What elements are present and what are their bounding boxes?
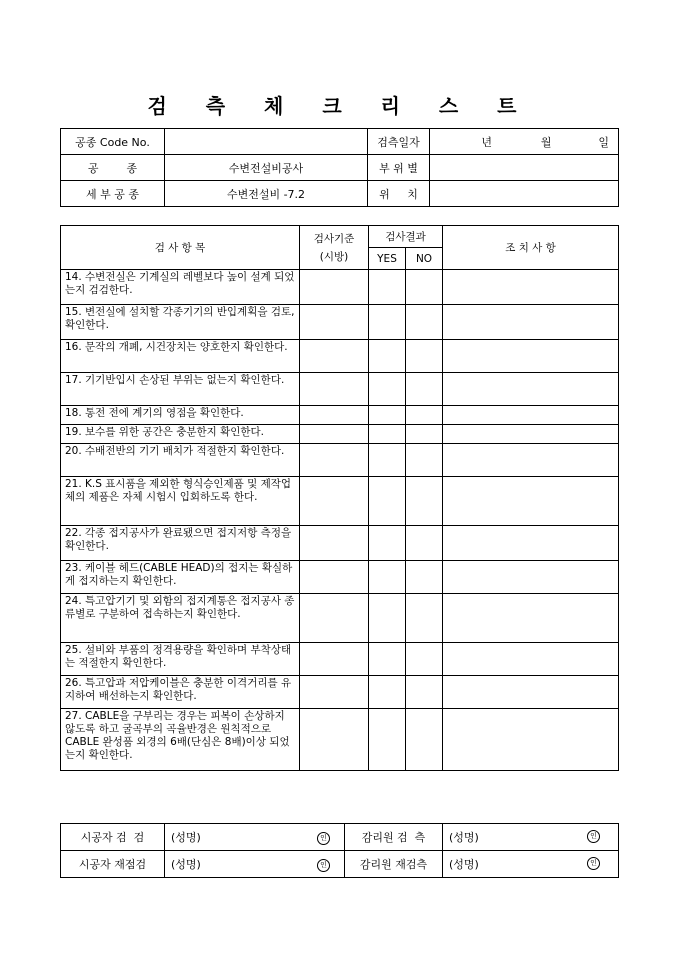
inspection-item: 15. 변전실에 설치할 각종기기의 반입계획을 검토, 확인한다. bbox=[61, 305, 300, 340]
seal-icon: 인 bbox=[317, 859, 330, 872]
standard-cell[interactable] bbox=[300, 425, 369, 444]
col-standard-line1: 검사기준 bbox=[313, 232, 355, 245]
standard-cell[interactable] bbox=[300, 561, 369, 594]
no-cell[interactable] bbox=[406, 709, 443, 771]
standard-cell[interactable] bbox=[300, 526, 369, 561]
action-cell[interactable] bbox=[443, 444, 619, 477]
col-yes: YES bbox=[369, 248, 406, 270]
table-row bbox=[61, 594, 619, 643]
no-cell[interactable] bbox=[406, 594, 443, 643]
no-cell[interactable] bbox=[406, 340, 443, 373]
yes-cell[interactable] bbox=[369, 340, 406, 373]
no-cell[interactable] bbox=[406, 373, 443, 406]
table-row bbox=[61, 425, 619, 444]
seal-icon: 인 bbox=[587, 830, 600, 843]
contractor-check-label: 시공자 검 검 bbox=[61, 824, 165, 851]
standard-cell[interactable] bbox=[300, 340, 369, 373]
table-row bbox=[61, 305, 619, 340]
action-cell[interactable] bbox=[443, 406, 619, 425]
date-month: 월 bbox=[540, 135, 552, 149]
table-row bbox=[61, 709, 619, 771]
inspection-item: 27. CABLE을 구부리는 경우는 피복이 손상하지 않도록 하고 굴곡부의 곡율반경은 원칙적으로 CABLE 완성품 외경의 6배(단심은 8배)이상 되었는지 확인한다. bbox=[61, 709, 300, 771]
no-cell[interactable] bbox=[406, 526, 443, 561]
standard-cell[interactable] bbox=[300, 477, 369, 526]
col-standard bbox=[300, 226, 369, 270]
col-no: NO bbox=[406, 248, 443, 270]
supervisor-recheck-label: 감리원 재검측 bbox=[345, 851, 443, 878]
table-row bbox=[61, 526, 619, 561]
supervisor-recheck-name-cell[interactable] bbox=[443, 851, 619, 878]
date-value[interactable] bbox=[430, 129, 619, 155]
table-row bbox=[61, 561, 619, 594]
action-cell[interactable] bbox=[443, 561, 619, 594]
standard-cell[interactable] bbox=[300, 444, 369, 477]
inspection-item: 18. 통전 전에 계기의 영점을 확인한다. bbox=[61, 406, 300, 425]
signature-table bbox=[60, 823, 619, 878]
table-row bbox=[61, 406, 619, 425]
table-row bbox=[61, 643, 619, 676]
action-cell[interactable] bbox=[443, 676, 619, 709]
table-row bbox=[61, 340, 619, 373]
no-cell[interactable] bbox=[406, 643, 443, 676]
supervisor-check-name: (성명) bbox=[449, 831, 479, 844]
inspection-item: 16. 문작의 개폐, 시건장치는 양호한지 확인한다. bbox=[61, 340, 300, 373]
yes-cell[interactable] bbox=[369, 444, 406, 477]
no-cell[interactable] bbox=[406, 561, 443, 594]
inspection-item: 21. K.S 표시품을 제외한 형식승인제품 및 제작업체의 제품은 자체 시험시 입회하도록 한다. bbox=[61, 477, 300, 526]
action-cell[interactable] bbox=[443, 425, 619, 444]
no-cell[interactable] bbox=[406, 305, 443, 340]
work-label: 공 종 bbox=[61, 155, 165, 181]
date-label: 검측일자 bbox=[368, 129, 430, 155]
part-value[interactable] bbox=[430, 155, 619, 181]
no-cell[interactable] bbox=[406, 406, 443, 425]
table-row bbox=[61, 270, 619, 305]
contractor-recheck-label: 시공자 재점검 bbox=[61, 851, 165, 878]
detail-value[interactable]: 수변전설비 -7.2 bbox=[165, 181, 368, 207]
table-row bbox=[61, 676, 619, 709]
no-cell[interactable] bbox=[406, 270, 443, 305]
inspection-item: 17. 기기반입시 손상된 부위는 없는지 확인한다. bbox=[61, 373, 300, 406]
inspection-item: 14. 수변전실은 기계실의 레벨보다 높이 설계 되었는지 검검한다. bbox=[61, 270, 300, 305]
inspection-item: 25. 설비와 부품의 정격용량을 확인하며 부착상태는 적절한지 확인한다. bbox=[61, 643, 300, 676]
action-cell[interactable] bbox=[443, 709, 619, 771]
yes-cell[interactable] bbox=[369, 594, 406, 643]
supervisor-check-name-cell[interactable] bbox=[443, 824, 619, 851]
supervisor-check-label: 감리원 검 측 bbox=[345, 824, 443, 851]
inspection-item: 22. 각종 접지공사가 완료됐으면 접지저항 측정을 확인한다. bbox=[61, 526, 300, 561]
table-row bbox=[61, 444, 619, 477]
inspection-table bbox=[60, 225, 619, 771]
code-value[interactable] bbox=[165, 129, 368, 155]
no-cell[interactable] bbox=[406, 444, 443, 477]
detail-label: 세 부 공 종 bbox=[61, 181, 165, 207]
standard-cell[interactable] bbox=[300, 676, 369, 709]
no-cell[interactable] bbox=[406, 425, 443, 444]
header-table bbox=[60, 128, 619, 207]
contractor-recheck-name[interactable]: (성명) bbox=[165, 851, 267, 878]
inspection-item: 26. 특고압과 저압케이블은 충분한 이격거리를 유지하여 배선하는지 확인한다. bbox=[61, 676, 300, 709]
yes-cell[interactable] bbox=[369, 305, 406, 340]
standard-cell[interactable] bbox=[300, 406, 369, 425]
page-title: 검 측 체 크 리 스 트 bbox=[147, 94, 533, 118]
yes-cell[interactable] bbox=[369, 709, 406, 771]
standard-cell[interactable] bbox=[300, 373, 369, 406]
action-cell[interactable] bbox=[443, 340, 619, 373]
location-value[interactable] bbox=[430, 181, 619, 207]
table-row bbox=[61, 373, 619, 406]
action-cell[interactable] bbox=[443, 643, 619, 676]
code-label: 공종 Code No. bbox=[61, 129, 165, 155]
yes-cell[interactable] bbox=[369, 526, 406, 561]
yes-cell[interactable] bbox=[369, 425, 406, 444]
supervisor-recheck-name: (성명) bbox=[449, 858, 479, 871]
action-cell[interactable] bbox=[443, 305, 619, 340]
action-cell[interactable] bbox=[443, 594, 619, 643]
action-cell[interactable] bbox=[443, 373, 619, 406]
yes-cell[interactable] bbox=[369, 477, 406, 526]
inspection-item: 24. 특고압기기 및 외함의 접지계통은 접지공사 종류별로 구분하여 접속하는지 확인한다. bbox=[61, 594, 300, 643]
standard-cell[interactable] bbox=[300, 270, 369, 305]
action-cell[interactable] bbox=[443, 526, 619, 561]
seal-icon: 인 bbox=[587, 857, 600, 870]
yes-cell[interactable] bbox=[369, 373, 406, 406]
date-day: 일 bbox=[598, 135, 609, 149]
action-cell[interactable] bbox=[443, 270, 619, 305]
col-item: 검 사 항 목 bbox=[61, 226, 300, 270]
part-label: 부 위 별 bbox=[368, 155, 430, 181]
work-value[interactable]: 수변전설비공사 bbox=[165, 155, 368, 181]
standard-cell[interactable] bbox=[300, 643, 369, 676]
contractor-check-name[interactable]: (성명) bbox=[165, 824, 267, 851]
no-cell[interactable] bbox=[406, 676, 443, 709]
inspection-item: 20. 수배전반의 기기 배치가 적절한지 확인한다. bbox=[61, 444, 300, 477]
table-row bbox=[61, 477, 619, 526]
date-year: 년 bbox=[481, 135, 492, 149]
yes-cell[interactable] bbox=[369, 561, 406, 594]
action-cell[interactable] bbox=[443, 477, 619, 526]
yes-cell[interactable] bbox=[369, 676, 406, 709]
inspection-item: 19. 보수를 위한 공간은 충분한지 확인한다. bbox=[61, 425, 300, 444]
seal-icon: 인 bbox=[317, 832, 330, 845]
col-standard-line2: (시방) bbox=[319, 250, 349, 263]
location-label: 위 치 bbox=[368, 181, 430, 207]
standard-cell[interactable] bbox=[300, 594, 369, 643]
yes-cell[interactable] bbox=[369, 643, 406, 676]
yes-cell[interactable] bbox=[369, 270, 406, 305]
inspection-item: 23. 케이블 헤드(CABLE HEAD)의 접지는 확실하게 접지하는지 확인한다. bbox=[61, 561, 300, 594]
no-cell[interactable] bbox=[406, 477, 443, 526]
standard-cell[interactable] bbox=[300, 305, 369, 340]
yes-cell[interactable] bbox=[369, 406, 406, 425]
col-result: 검사결과 bbox=[369, 226, 443, 248]
standard-cell[interactable] bbox=[300, 709, 369, 771]
col-action: 조 치 사 항 bbox=[443, 226, 619, 270]
